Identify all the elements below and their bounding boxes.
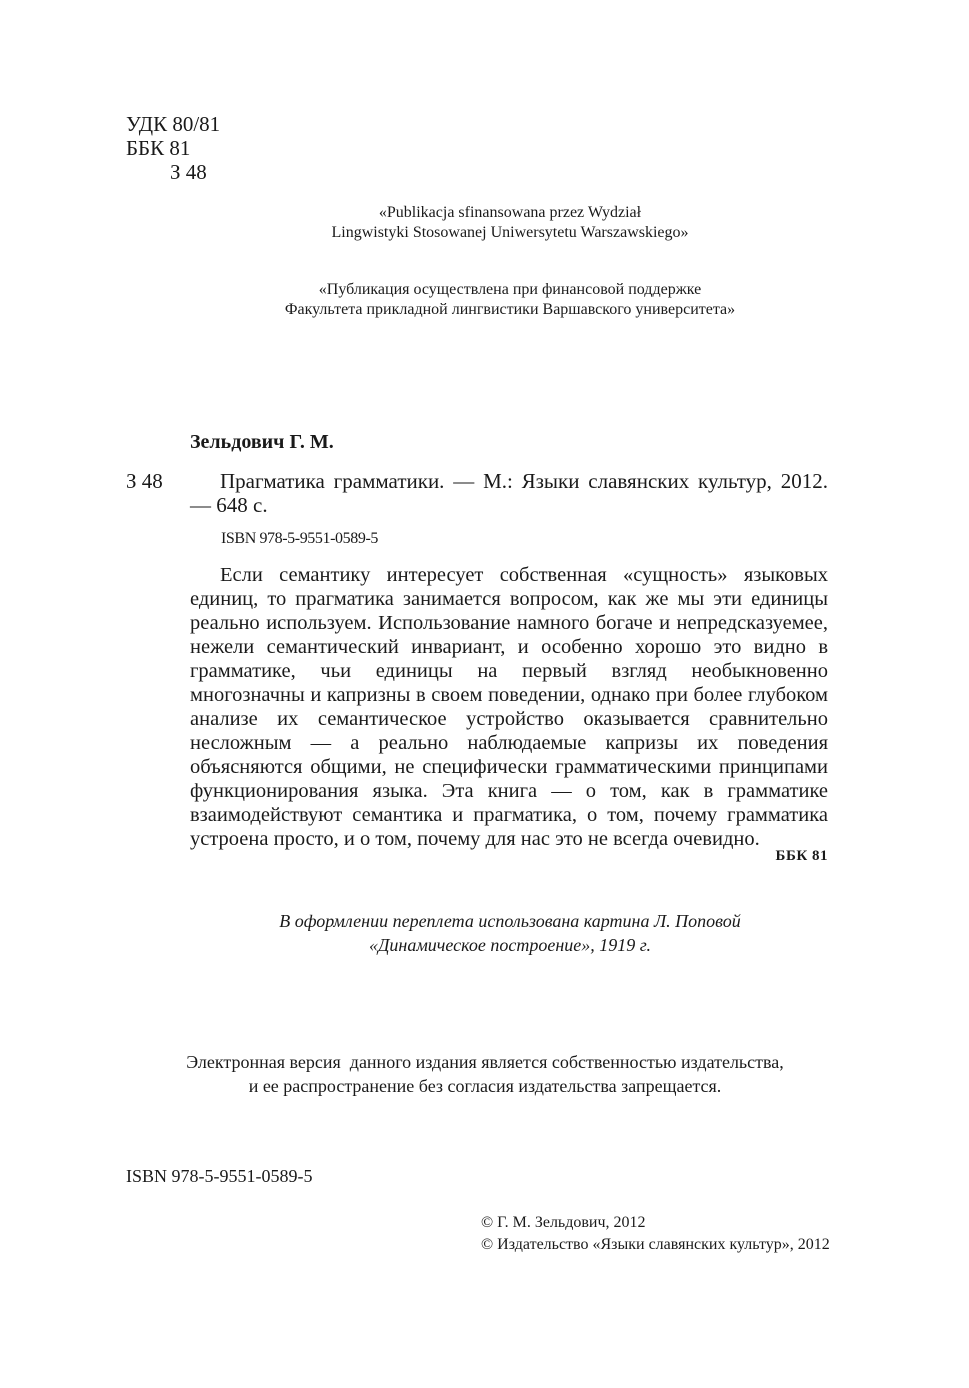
author-name: Зельдович Г. М. [190,431,334,453]
electronic-notice-line2: и ее распространение без согласия издательства запрещается. [248,1076,722,1096]
copyright-publisher: © Издательство «Языки славянских культур», 2012 [481,1236,830,1253]
abstract-paragraph: Если семантику интересует собственная «сущность» языковых единиц, то прагматика занимается вопросом, как же мы эти единицы реально используем. Использование намного богаче и непредсказуемее, нежели семантический инвариант, и особенно хорошо это видно в грамматике, чьи единицы на первый взгляд необыкновенно многозначны и капризны в своем поведении, однако при более глубоком анализе их семантическое устройство оказывается сравнительно несложным — а реально наблюдаемые капризы их поведения объясняются общими, не специфически грамматическими принципами функционирования языка. Эта книга — о том, как в грамматике взаимодействуют семантика и прагматика, о том, почему грамматика устроена просто, и о том, почему для нас это не всегда очевидно. [190,564,828,850]
funding-note-polish [200,203,820,243]
catalog-mark: З 48 [126,469,163,493]
author-mark: З 48 [170,160,207,184]
isbn-record: ISBN 978-5-9551-0589-5 [221,530,378,547]
isbn-bottom: ISBN 978-5-9551-0589-5 [126,1166,313,1186]
cover-note-line1: В оформлении переплета использована картина Л. Поповой [279,911,741,931]
classification-block [126,112,220,184]
funding-note-russian-line2: Факультета прикладной лингвистики Варшавского университета» [284,301,736,318]
copyright-author: © Г. М. Зельдович, 2012 [481,1214,646,1231]
cover-note [200,909,820,957]
cover-note-line2: «Динамическое построение», 1919 г. [368,935,652,955]
udk-code: УДК 80/81 [126,112,221,136]
funding-note-polish-line2: Lingwistyki Stosowanej Uniwersytetu Warszawskiego» [331,224,689,241]
copyright-block [481,1212,830,1256]
funding-note-russian-line1: «Публикация осуществлена при финансовой поддержке [318,281,702,298]
funding-note-polish-line1: «Publikacja sfinansowana przez Wydział [378,204,642,221]
bbk-right-label: ББК 81 [775,848,828,864]
electronic-notice [120,1050,850,1098]
title-line: Прагматика грамматики. — М.: Языки славянских культур, 2012. — 648 с. [190,469,828,517]
bbk-code: ББК 81 [126,136,191,160]
electronic-notice-line1: Электронная версия данного издания является собственностью издательства, [186,1052,784,1072]
funding-note-russian [200,280,820,320]
